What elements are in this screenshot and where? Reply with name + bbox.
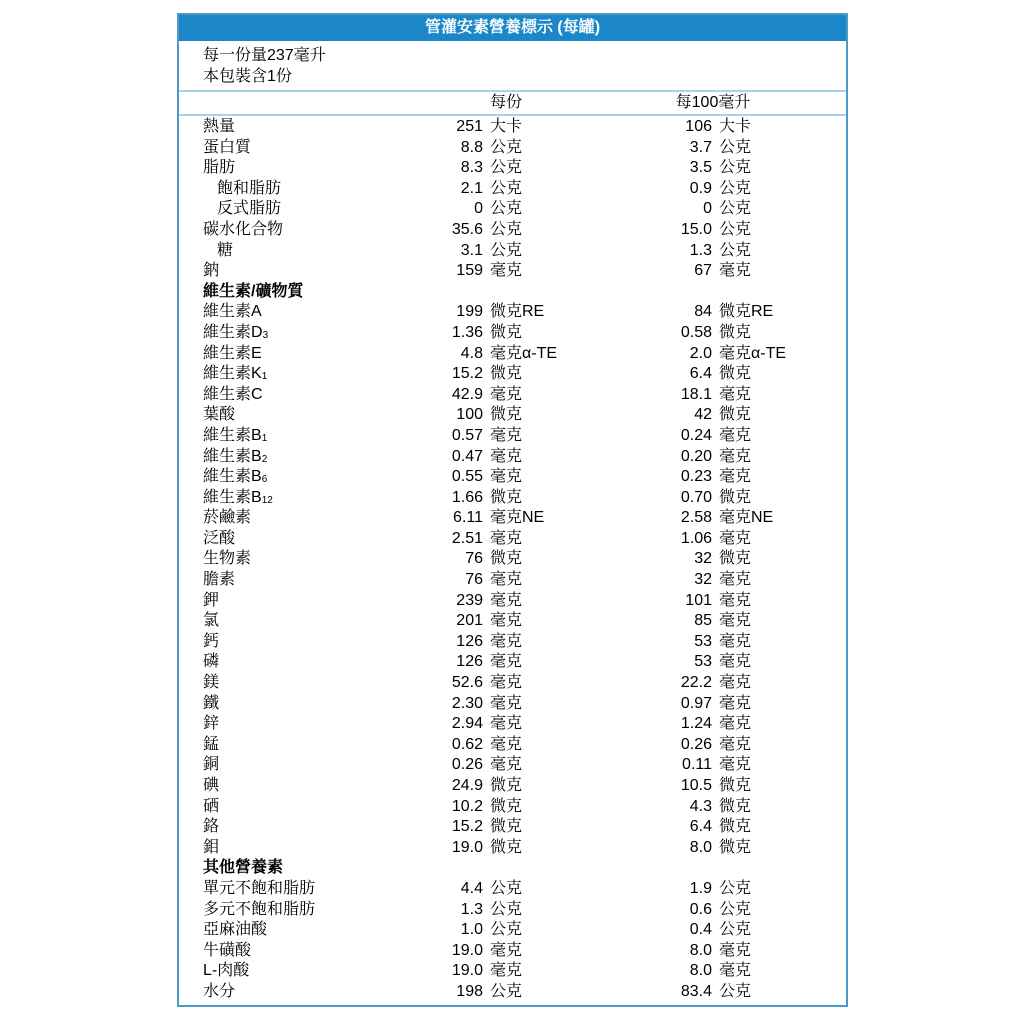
per-100ml-amount: 0.11 <box>682 756 712 774</box>
per-100ml-amount: 53 <box>694 632 712 650</box>
per-100ml-unit: 微克 <box>719 838 752 856</box>
nutrient-name: 菸鹼素 <box>203 509 252 527</box>
nutrient-row <box>179 755 846 776</box>
per-100ml-unit: 毫克 <box>719 262 752 280</box>
per-100ml-amount: 6.4 <box>689 818 712 836</box>
nutrient-name: 維生素C <box>203 385 263 403</box>
per-serving-unit: 公克 <box>490 179 523 197</box>
nutrient-row <box>179 508 846 529</box>
per-serving-amount: 4.8 <box>460 344 483 362</box>
per-serving-amount: 8.3 <box>460 159 483 177</box>
per-serving-amount: 1.66 <box>451 488 483 506</box>
nutrient-row <box>179 529 846 550</box>
per-serving-amount: 4.4 <box>460 879 483 897</box>
per-100ml-amount: 3.5 <box>689 159 712 177</box>
per-100ml-amount: 84 <box>694 303 712 321</box>
nutrient-row <box>179 199 846 220</box>
per-100ml-unit: 毫克NE <box>719 509 774 527</box>
per-100ml-amount: 1.9 <box>689 879 712 897</box>
nutrient-name: 氯 <box>203 612 220 630</box>
per-serving-unit: 公克 <box>490 879 523 897</box>
per-100ml-amount: 0.26 <box>680 735 712 753</box>
per-100ml-unit: 微克 <box>719 777 752 794</box>
per-serving-unit: 微克 <box>490 488 523 506</box>
per-serving-amount: 2.30 <box>451 694 483 712</box>
per-100ml-amount: 32 <box>694 550 712 568</box>
per-100ml-unit: 公克 <box>719 179 752 197</box>
per-serving-unit: 毫克 <box>490 735 523 753</box>
nutrient-name: 單元不飽和脂肪 <box>203 879 316 897</box>
nutrient-name: 碘 <box>203 777 220 794</box>
per-100ml-amount: 0.23 <box>680 468 712 486</box>
nutrient-row <box>179 158 846 179</box>
per-serving-unit: 毫克 <box>490 529 523 547</box>
per-serving-unit: 公克 <box>490 921 523 939</box>
per-100ml-unit: 毫克 <box>719 591 752 609</box>
per-serving-amount: 2.1 <box>460 179 483 197</box>
nutrient-row <box>179 941 846 962</box>
per-serving-unit: 毫克 <box>490 426 523 444</box>
per-serving-unit: 毫克 <box>490 674 523 692</box>
per-serving-unit: 毫克 <box>490 385 523 403</box>
nutrient-row <box>179 117 846 138</box>
per-100ml-unit: 毫克 <box>719 529 752 547</box>
per-100ml-amount: 10.5 <box>680 777 712 794</box>
per-serving-unit: 毫克NE <box>490 509 545 527</box>
per-100ml-amount: 0.20 <box>680 447 712 465</box>
nutrient-name: 脂肪 <box>203 159 236 177</box>
nutrient-row <box>179 220 846 241</box>
per-serving-amount: 0.62 <box>451 735 483 753</box>
nutrient-name: 磷 <box>203 653 220 671</box>
per-serving-unit: 公克 <box>490 900 523 918</box>
per-100ml-unit: 公克 <box>719 200 752 218</box>
per-serving-amount: 126 <box>456 653 483 671</box>
nutrient-name-subscript: 12 <box>261 494 273 506</box>
per-100ml-unit: 毫克 <box>719 694 752 712</box>
per-100ml-unit: 微克RE <box>719 303 774 321</box>
per-100ml-unit: 公克 <box>719 900 752 918</box>
per-serving-amount: 126 <box>456 632 483 650</box>
per-100ml-amount: 8.0 <box>689 962 712 980</box>
per-100ml-unit: 微克 <box>719 550 752 568</box>
per-100ml-amount: 4.3 <box>689 797 712 815</box>
per-serving-amount: 251 <box>456 118 483 135</box>
nutrient-row <box>179 694 846 715</box>
per-serving-amount: 15.2 <box>451 365 483 383</box>
per-100ml-unit: 毫克 <box>719 447 752 465</box>
nutrition-label-table <box>177 13 848 1007</box>
nutrient-name-subscript: 2 <box>261 453 268 465</box>
nutrient-row <box>179 323 846 344</box>
per-serving-amount: 3.1 <box>460 241 483 259</box>
per-serving-amount: 1.0 <box>460 921 483 939</box>
per-100ml-amount: 106 <box>685 118 712 135</box>
per-100ml-amount: 53 <box>694 653 712 671</box>
nutrient-name: 維生素$K_1$ <box>203 365 268 383</box>
nutrient-name: 膽素 <box>203 571 236 589</box>
nutrient-name: 鎂 <box>203 674 220 692</box>
per-serving-amount: 0.26 <box>451 756 483 774</box>
per-serving-unit: 微克 <box>490 550 523 568</box>
nutrient-name: 生物素 <box>203 550 252 568</box>
per-100ml-amount: 1.24 <box>680 715 712 733</box>
per-100ml-unit: 公克 <box>719 879 752 897</box>
per-100ml-amount: 2.0 <box>689 344 712 362</box>
per-100ml-unit: 毫克α-TE <box>719 344 787 362</box>
column-header-per-serving: 每份 <box>489 94 523 111</box>
nutrient-name: 泛酸 <box>203 529 236 547</box>
per-serving-unit: 毫克 <box>490 447 523 465</box>
per-100ml-unit: 毫克 <box>719 571 752 589</box>
per-serving-unit: 微克 <box>490 323 523 341</box>
nutrient-name: 銅 <box>203 756 220 774</box>
per-100ml-amount: 18.1 <box>680 385 712 403</box>
per-serving-unit: 公克 <box>490 241 523 259</box>
nutrient-name: 鉬 <box>203 838 220 856</box>
nutrient-name-subscript: 3 <box>262 329 269 341</box>
section-header-row <box>179 858 846 879</box>
per-100ml-unit: 微克 <box>719 818 752 836</box>
column-header-per-100ml: 每100毫升 <box>675 94 751 111</box>
nutrient-name-subscript: 1 <box>261 432 268 444</box>
per-100ml-unit: 公克 <box>719 982 752 1000</box>
nutrient-name: 牛磺酸 <box>203 941 252 959</box>
per-serving-amount: 0.57 <box>451 426 483 444</box>
nutrient-row <box>179 673 846 694</box>
per-serving-amount: 15.2 <box>451 818 483 836</box>
serving-info-block <box>179 41 846 90</box>
nutrient-row <box>179 179 846 200</box>
per-100ml-unit: 毫克 <box>719 962 752 980</box>
per-serving-unit: 毫克 <box>490 694 523 712</box>
per-serving-amount: 1.36 <box>451 323 483 341</box>
per-serving-unit: 公克 <box>490 982 523 1000</box>
nutrient-name: 熱量 <box>203 118 236 135</box>
nutrient-row <box>179 261 846 282</box>
nutrient-row <box>179 467 846 488</box>
nutrient-name: 鉻 <box>203 818 220 836</box>
per-100ml-amount: 0.9 <box>689 179 712 197</box>
nutrient-row <box>179 405 846 426</box>
nutrient-name: 維生素$B_1$ <box>203 426 268 444</box>
per-serving-unit: 毫克 <box>490 632 523 650</box>
per-serving-unit: 公克 <box>490 200 523 218</box>
per-serving-unit: 毫克 <box>490 612 523 630</box>
per-serving-amount: 198 <box>456 982 483 1000</box>
per-100ml-unit: 微克 <box>719 323 752 341</box>
nutrient-row <box>179 549 846 570</box>
per-100ml-amount: 8.0 <box>689 941 712 959</box>
nutrient-name: 維生素$B_{12}$ <box>203 488 273 506</box>
per-serving-amount: 19.0 <box>451 962 483 980</box>
per-serving-unit: 公克 <box>490 138 523 156</box>
per-100ml-amount: 67 <box>694 262 712 280</box>
per-serving-unit: 毫克 <box>490 591 523 609</box>
nutrient-name: 葉酸 <box>203 406 236 424</box>
nutrient-row <box>179 961 846 982</box>
per-100ml-unit: 大卡 <box>719 118 752 135</box>
per-100ml-amount: 1.06 <box>680 529 712 547</box>
per-100ml-unit: 公克 <box>719 241 752 259</box>
per-serving-amount: 0 <box>474 200 483 218</box>
per-100ml-amount: 6.4 <box>689 365 712 383</box>
nutrient-rows <box>179 116 846 1005</box>
nutrient-row <box>179 426 846 447</box>
per-100ml-amount: 0.24 <box>680 426 712 444</box>
per-serving-unit: 公克 <box>490 220 523 238</box>
per-100ml-unit: 毫克 <box>719 674 752 692</box>
per-100ml-unit: 公克 <box>719 138 752 156</box>
nutrient-name: 鉀 <box>203 591 220 609</box>
per-100ml-unit: 毫克 <box>719 385 752 403</box>
per-serving-unit: 毫克 <box>490 962 523 980</box>
per-100ml-unit: 公克 <box>719 921 752 939</box>
per-serving-amount: 76 <box>465 571 483 589</box>
per-100ml-amount: 85 <box>694 612 712 630</box>
nutrient-name: 鋅 <box>203 715 220 733</box>
per-serving-unit: 毫克 <box>490 756 523 774</box>
per-serving-unit: 微克 <box>490 365 523 383</box>
per-serving-unit: 毫克 <box>490 262 523 280</box>
per-serving-amount: 19.0 <box>451 838 483 856</box>
nutrient-name: 維生素$B_2$ <box>203 447 268 465</box>
per-serving-amount: 35.6 <box>451 220 483 238</box>
nutrient-name: 糖 <box>217 241 234 259</box>
per-100ml-unit: 毫克 <box>719 653 752 671</box>
nutrient-name: 碳水化合物 <box>203 220 284 238</box>
nutrient-row <box>179 591 846 612</box>
per-100ml-amount: 0.97 <box>680 694 712 712</box>
per-serving-amount: 2.94 <box>451 715 483 733</box>
nutrient-row <box>179 900 846 921</box>
per-serving-amount: 0.55 <box>451 468 483 486</box>
per-100ml-unit: 毫克 <box>719 735 752 753</box>
per-serving-unit: 毫克α-TE <box>490 344 558 362</box>
nutrient-name: 反式脂肪 <box>217 200 282 218</box>
per-serving-amount: 199 <box>456 303 483 321</box>
label-title-bar <box>179 15 846 41</box>
nutrient-row <box>179 982 846 1003</box>
nutrient-name: L-肉酸 <box>203 962 250 980</box>
nutrient-row <box>179 652 846 673</box>
per-100ml-unit: 微克 <box>719 406 752 424</box>
per-100ml-unit: 公克 <box>719 220 752 238</box>
nutrient-name: 亞麻油酸 <box>203 921 268 939</box>
nutrient-row <box>179 611 846 632</box>
per-100ml-unit: 毫克 <box>719 941 752 959</box>
serving-size-text: 每一份量237毫升 <box>203 47 326 64</box>
per-100ml-unit: 毫克 <box>719 468 752 486</box>
nutrient-row <box>179 241 846 262</box>
per-100ml-amount: 1.3 <box>689 241 712 259</box>
nutrient-name: 維生素$B_6$ <box>203 468 268 486</box>
nutrient-name: 鐵 <box>203 694 220 712</box>
nutrient-row <box>179 138 846 159</box>
column-header-row <box>179 92 846 114</box>
per-100ml-unit: 毫克 <box>719 632 752 650</box>
nutrient-name: 硒 <box>203 797 220 815</box>
per-serving-unit: 毫克 <box>490 468 523 486</box>
nutrient-row <box>179 714 846 735</box>
per-100ml-amount: 0.4 <box>689 921 712 939</box>
per-100ml-amount: 32 <box>694 571 712 589</box>
per-100ml-amount: 22.2 <box>680 674 712 692</box>
per-100ml-amount: 15.0 <box>680 220 712 238</box>
servings-per-package-text: 本包裝含1份 <box>203 67 292 85</box>
per-serving-unit: 毫克 <box>490 571 523 589</box>
per-100ml-amount: 42 <box>694 406 712 424</box>
per-100ml-amount: 101 <box>685 591 712 609</box>
nutrient-name-subscript: 1 <box>261 371 268 383</box>
per-serving-amount: 100 <box>456 406 483 424</box>
per-100ml-amount: 0 <box>703 200 712 218</box>
per-serving-amount: 2.51 <box>451 529 483 547</box>
per-100ml-amount: 0.70 <box>680 488 712 506</box>
per-100ml-amount: 83.4 <box>680 982 712 1000</box>
per-serving-unit: 微克 <box>490 777 523 794</box>
nutrient-row <box>179 838 846 859</box>
nutrient-row <box>179 344 846 365</box>
nutrient-row <box>179 776 846 797</box>
per-100ml-unit: 公克 <box>719 159 752 177</box>
per-100ml-unit: 微克 <box>719 365 752 383</box>
nutrient-row <box>179 632 846 653</box>
per-serving-unit: 公克 <box>490 159 523 177</box>
per-100ml-unit: 微克 <box>719 797 752 815</box>
section-title: 其他營養素 <box>203 859 284 877</box>
per-serving-amount: 239 <box>456 591 483 609</box>
per-serving-amount: 0.47 <box>451 447 483 465</box>
nutrient-row <box>179 364 846 385</box>
per-serving-amount: 52.6 <box>451 674 483 692</box>
per-100ml-amount: 0.6 <box>689 900 712 918</box>
nutrient-name-subscript: 6 <box>261 474 268 486</box>
nutrient-row <box>179 817 846 838</box>
nutrient-name: 飽和脂肪 <box>217 179 282 197</box>
per-serving-amount: 6.11 <box>453 509 483 527</box>
nutrient-row <box>179 570 846 591</box>
per-serving-amount: 19.0 <box>451 941 483 959</box>
per-100ml-unit: 毫克 <box>719 426 752 444</box>
nutrient-name: 鈣 <box>203 632 220 650</box>
nutrient-row <box>179 447 846 468</box>
per-serving-unit: 微克RE <box>490 303 545 321</box>
nutrient-name: 維生素$D_3$ <box>203 323 269 341</box>
per-serving-unit: 微克 <box>490 838 523 856</box>
nutrient-row <box>179 797 846 818</box>
section-title: 維生素/礦物質 <box>203 282 304 300</box>
per-serving-amount: 24.9 <box>451 777 483 794</box>
nutrient-name: 錳 <box>203 735 220 753</box>
nutrient-name: 鈉 <box>203 262 220 280</box>
per-100ml-amount: 2.58 <box>680 509 712 527</box>
per-serving-unit: 微克 <box>490 406 523 424</box>
per-100ml-amount: 3.7 <box>689 138 712 156</box>
nutrient-name: 多元不飽和脂肪 <box>203 900 316 918</box>
per-100ml-unit: 毫克 <box>719 715 752 733</box>
nutrient-name: 維生素A <box>203 303 262 321</box>
per-serving-amount: 159 <box>456 262 483 280</box>
per-100ml-unit: 微克 <box>719 488 752 506</box>
nutrient-name: 蛋白質 <box>203 138 252 156</box>
per-serving-unit: 毫克 <box>490 941 523 959</box>
per-serving-unit: 大卡 <box>490 118 523 135</box>
nutrient-row <box>179 735 846 756</box>
per-100ml-amount: 0.58 <box>680 323 712 341</box>
per-serving-unit: 毫克 <box>490 653 523 671</box>
nutrient-row <box>179 879 846 900</box>
per-serving-amount: 1.3 <box>460 900 483 918</box>
nutrient-row <box>179 920 846 941</box>
per-100ml-unit: 毫克 <box>719 612 752 630</box>
per-100ml-amount: 8.0 <box>689 838 712 856</box>
nutrient-row <box>179 385 846 406</box>
per-serving-unit: 微克 <box>490 797 523 815</box>
per-serving-amount: 8.8 <box>460 138 483 156</box>
label-title: 管灌安素營養標示 (每罐) <box>424 19 601 36</box>
per-serving-amount: 201 <box>456 612 483 630</box>
nutrient-name: 維生素E <box>203 344 262 362</box>
per-serving-amount: 42.9 <box>451 385 483 403</box>
per-serving-unit: 微克 <box>490 818 523 836</box>
nutrient-row <box>179 302 846 323</box>
per-serving-amount: 10.2 <box>451 797 483 815</box>
per-serving-amount: 76 <box>465 550 483 568</box>
nutrient-name: 水分 <box>203 982 236 1000</box>
per-100ml-unit: 毫克 <box>719 756 752 774</box>
nutrient-row <box>179 488 846 509</box>
per-serving-unit: 毫克 <box>490 715 523 733</box>
section-header-row <box>179 282 846 303</box>
